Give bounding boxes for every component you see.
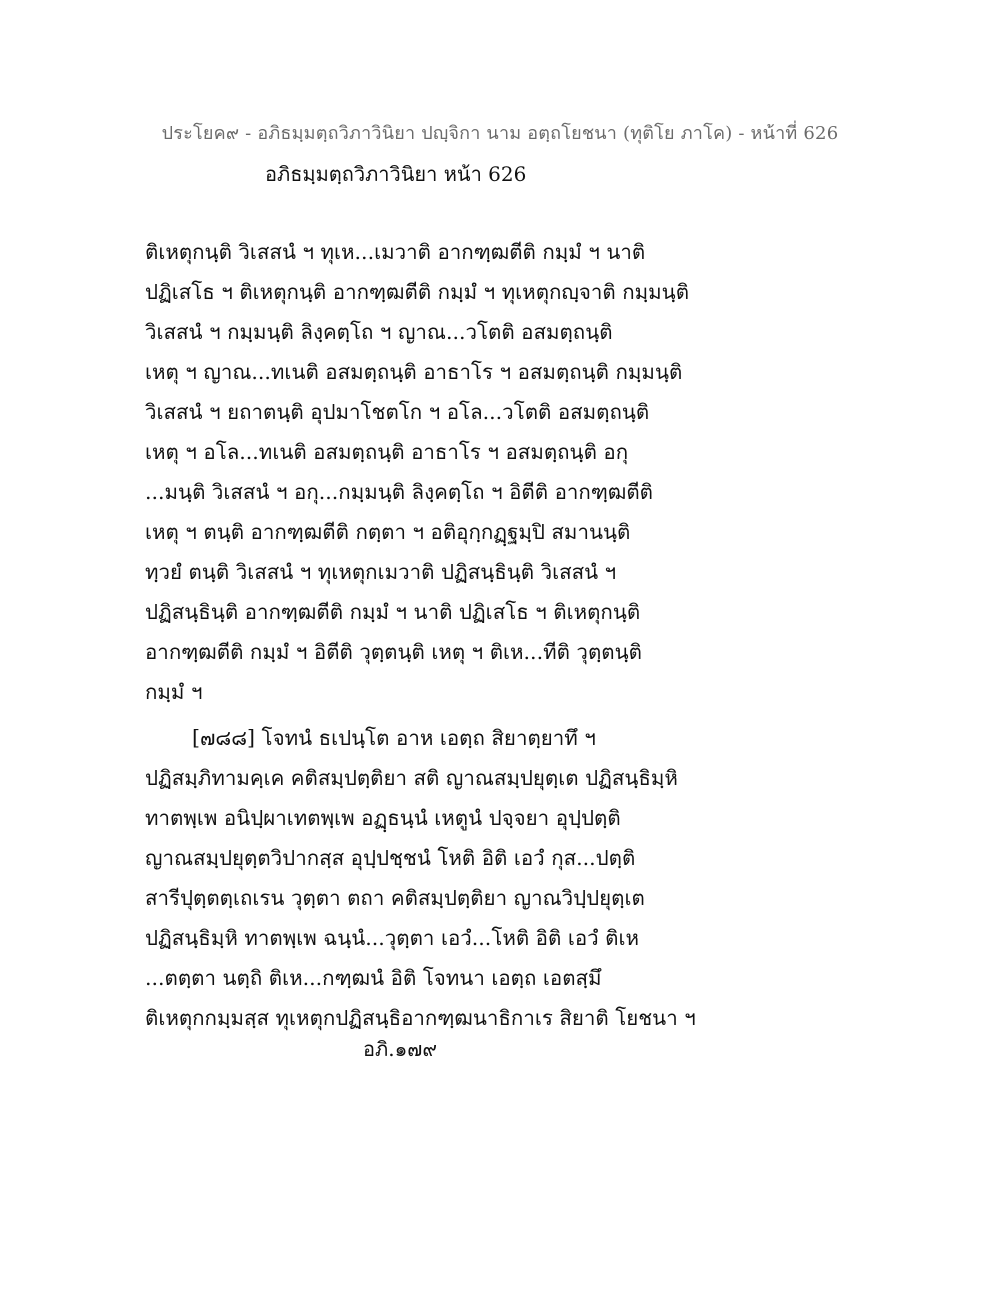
- text-line: เหตุ ฯ ตนฺติ อากฑฺฒตีติ กตฺตา ฯ อติอุกฺกฏฺฐมฺปิ สมานนฺติ: [145, 520, 631, 544]
- text-line: ปฏิสนฺธินฺติ อากฑฺฒตีติ กมฺมํ ฯ นาติ ปฏิเสโธ ฯ ติเหตุกนฺติ: [145, 600, 641, 624]
- text-line: ...มนฺติ วิเสสนํ ฯ อกุ...กมฺมนฺติ ลิงฺคตฺโถ ฯ อิตีติ อากฑฺฒตีติ: [145, 480, 653, 504]
- page-subtitle: อภิธมฺมตฺถวิภาวินิยา หน้า 626: [265, 162, 527, 186]
- main-text: [145, 232, 865, 1038]
- paragraph-opening-line: [๗๘๘] โจทนํ ธเปนฺโต อาห เอตฺถ สิยาตฺยาทึ ฯ: [192, 726, 596, 750]
- text-line: ทาตพฺเพ อนิปฺผาเทตพฺเพ อฏฺธนฺนํ เหตูนํ ปจฺจยา อุปฺปตฺติ: [145, 806, 621, 830]
- text-line: ปฏิสนฺธิมฺหิ ทาตพฺเพ ฉนฺนํ...วุตฺตา เอวํ...โหติ อิติ เอวํ ติเห: [145, 926, 640, 950]
- text-line: ปฏิสมฺภิทามคฺเค คติสมฺปตฺติยา สติ ญาณสมฺปยุตฺเต ปฏิสนฺธิมฺหิ: [145, 766, 678, 790]
- text-line: กมฺมํ ฯ: [145, 680, 203, 704]
- text-line: วิเสสนํ ฯ ยถาตนฺติ อุปมาโชตโก ฯ อโล...วโตติ อสมตฺถนฺติ: [145, 400, 650, 424]
- text-line: ทฺวยํ ตนฺติ วิเสสนํ ฯ ทุเหตุกเมวาติ ปฏิสนฺธินฺติ วิเสสนํ ฯ: [145, 560, 617, 584]
- text-line: อากฑฺฒตีติ กมฺมํ ฯ อิตีติ วุตฺตนฺติ เหตุ ฯ ติเห...ทีติ วุตฺตนฺติ: [145, 640, 642, 664]
- text-line: ติเหตุกกมฺมสฺส ทุเหตุกปฏิสนฺธิอากฑฺฒนาธิกาเร สิยาติ โยชนา ฯ: [145, 1006, 696, 1030]
- text-line: เหตุ ฯ อโล...ทเนติ อสมตฺถนฺติ อาธาโร ฯ อสมตฺถนฺติ อกุ: [145, 440, 629, 464]
- text-line: ติเหตุกนฺติ วิเสสนํ ฯ ทุเห...เมวาติ อากฑฺฒตีติ กมฺมํ ฯ นาติ: [145, 240, 646, 264]
- text-line: ปฏิเสโธ ฯ ติเหตุกนฺติ อากฑฺฒตีติ กมฺมํ ฯ ทุเหตุกญฺจาติ กมฺมนฺติ: [145, 280, 690, 304]
- text-line: สารีปุตฺตตฺเถเรน วุตฺตา ตถา คติสมฺปตฺติยา ญาณวิปฺปยุตฺเต: [145, 886, 645, 910]
- footer-reference: อภิ.๑๗๙: [363, 1037, 437, 1061]
- text-line: ...ตตฺตา นตฺถิ ติเห...กฑฺฒนํ อิติ โจทนา เอตฺถ เอตสฺมึ: [145, 966, 602, 990]
- running-header: ประโยค๙ - อภิธมฺมตฺถวิภาวินิยา ปญฺจิกา นาม อตฺถโยชนา (ทุติโย ภาโค) - หน้าที่ 626: [161, 123, 839, 144]
- text-line: วิเสสนํ ฯ กมฺมนฺติ ลิงฺคตฺโถ ฯ ญาณ...วโตติ อสมตฺถนฺติ: [145, 320, 613, 344]
- text-line: เหตุ ฯ ญาณ...ทเนติ อสมตฺถนฺติ อาธาโร ฯ อสมตฺถนฺติ กมฺมนฺติ: [145, 360, 683, 384]
- text-line: ญาณสมฺปยุตฺตวิปากสฺส อุปฺปชฺชนํ โหติ อิติ เอวํ กุส...ปตฺติ: [145, 846, 636, 870]
